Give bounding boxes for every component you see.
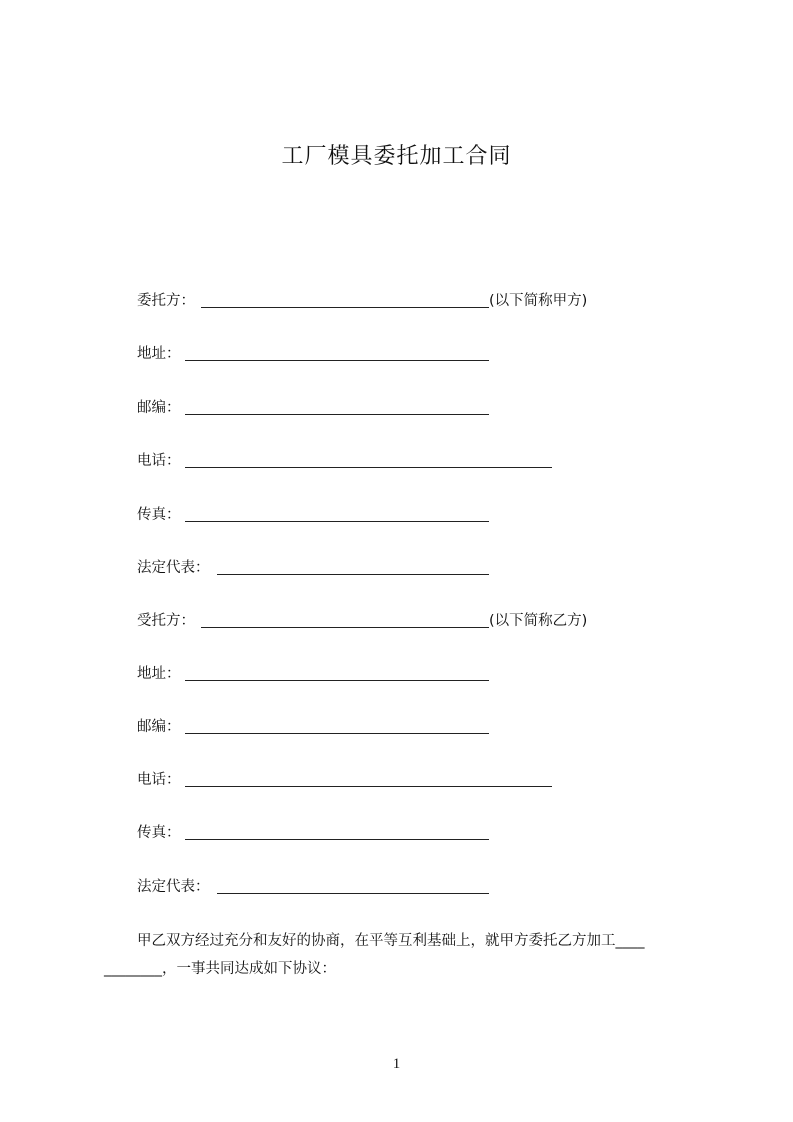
party-b-postcode-blank [185, 733, 489, 734]
party-a-client-label: 委托方： [137, 293, 195, 309]
party-a-postcode-blank [185, 414, 489, 415]
party-a-phone-blank [185, 467, 552, 468]
party-a-client-suffix: (以下简称甲方) [489, 293, 588, 309]
party-a-rep-label: 法定代表： [137, 560, 210, 576]
party-b-rep-label: 法定代表： [137, 879, 210, 895]
party-b-client-suffix: (以下简称乙方) [489, 613, 588, 629]
party-a-fax-label: 传真： [137, 507, 181, 523]
party-b-address-blank [185, 680, 489, 681]
party-a-rep-blank [217, 574, 489, 575]
party-b-phone-blank [185, 786, 552, 787]
party-b-address-label: 地址： [137, 666, 181, 682]
party-b-fax-blank [185, 839, 489, 840]
party-b-rep-blank [217, 893, 489, 894]
party-b-fax-label: 传真： [137, 825, 181, 841]
party-b-postcode-label: 邮编： [137, 719, 181, 735]
agreement-line-1: 甲乙双方经过充分和友好的协商，在平等互利基础上，就甲方委托乙方加工____ [137, 933, 645, 949]
document-title: 工厂模具委托加工合同 [281, 144, 512, 169]
party-a-fax-blank [185, 521, 489, 522]
page-number: 1 [392, 1056, 401, 1072]
party-a-address-label: 地址： [137, 346, 181, 362]
party-a-phone-label: 电话： [137, 453, 181, 469]
agreement-line-2: ________，一事共同达成如下协议： [104, 961, 336, 977]
party-b-client-label: 受托方： [137, 613, 195, 629]
party-a-address-blank [185, 360, 489, 361]
party-a-client-blank [201, 307, 489, 308]
party-b-phone-label: 电话： [137, 772, 181, 788]
party-b-client-blank [201, 627, 489, 628]
party-a-postcode-label: 邮编： [137, 400, 181, 416]
